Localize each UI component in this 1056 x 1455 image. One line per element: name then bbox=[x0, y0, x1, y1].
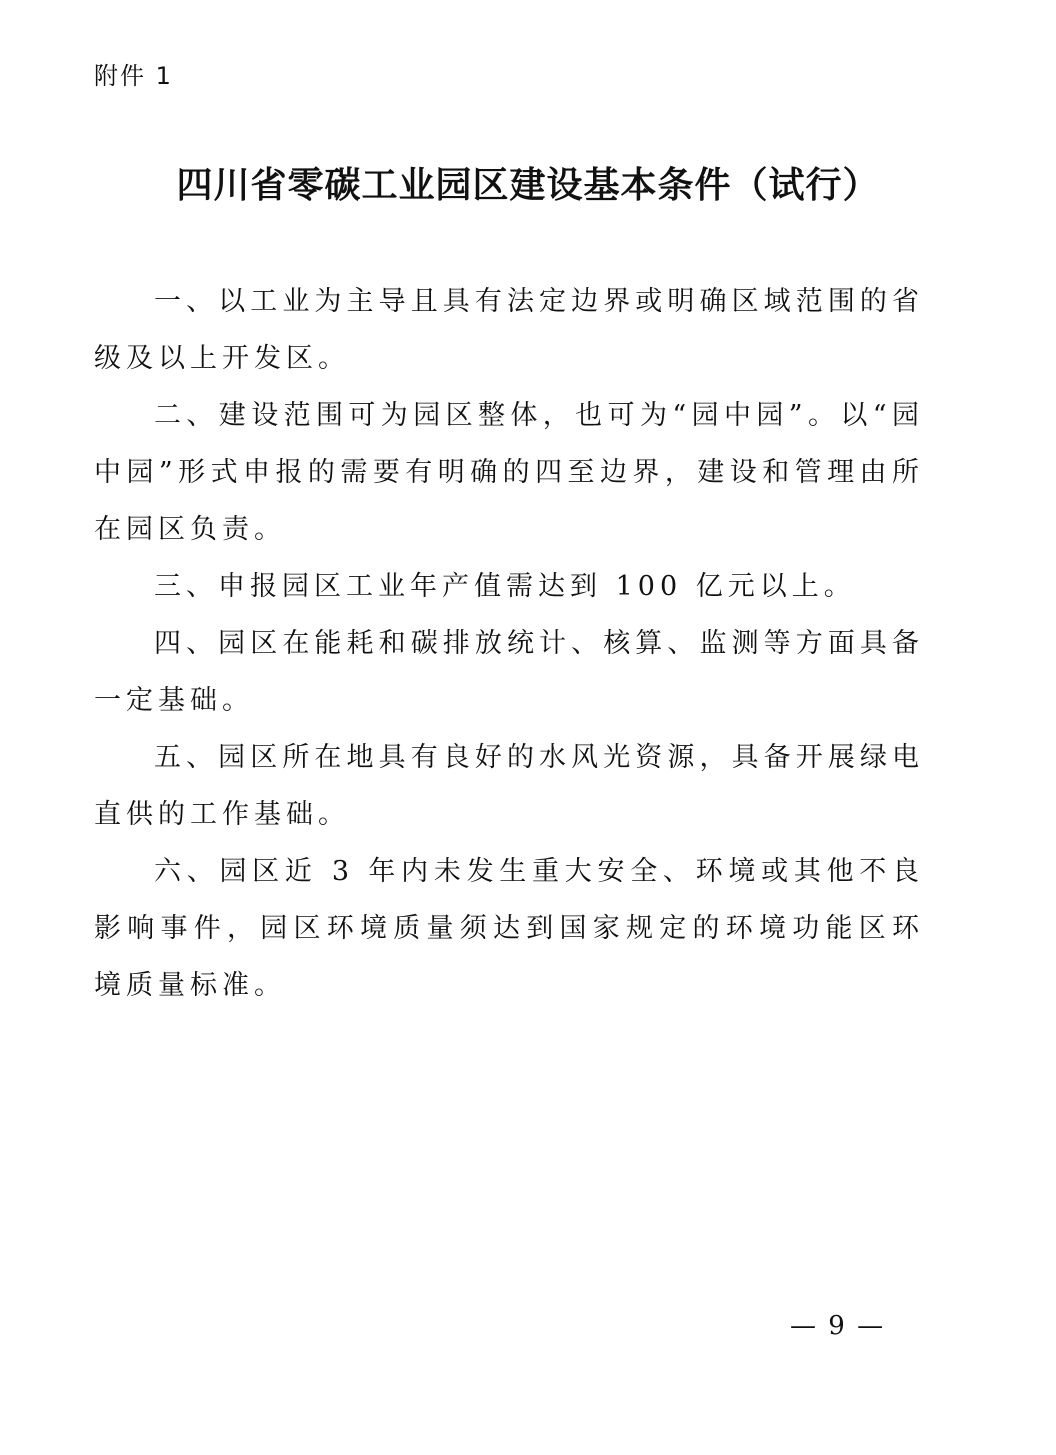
condition-paragraph-2: 二、建设范围可为园区整体，也可为“园中园”。以“园中园”形式申报的需要有明确的四至边界，建设和管理由所在园区负责。 bbox=[94, 400, 924, 545]
condition-paragraph-1: 一、以工业为主导且具有法定边界或明确区域范围的省级及以上开发区。 bbox=[94, 286, 924, 374]
document-body bbox=[94, 273, 924, 1014]
condition-paragraph-4: 四、园区在能耗和碳排放统计、核算、监测等方面具备一定基础。 bbox=[94, 628, 924, 716]
document-title: 四川省零碳工业园区建设基本条件（试行） bbox=[176, 165, 880, 206]
condition-paragraph-5: 五、园区所在地具有良好的水风光资源，具备开展绿电直供的工作基础。 bbox=[94, 742, 924, 830]
page-number: — 9 — bbox=[790, 1311, 886, 1341]
attachment-label: 附件 1 bbox=[94, 62, 173, 90]
condition-paragraph-6: 六、园区近 3 年内未发生重大安全、环境或其他不良影响事件，园区环境质量须达到国家规定的环境功能区环境质量标准。 bbox=[94, 856, 924, 1001]
condition-paragraph-3: 三、申报园区工业年产值需达到 100 亿元以上。 bbox=[154, 571, 856, 602]
